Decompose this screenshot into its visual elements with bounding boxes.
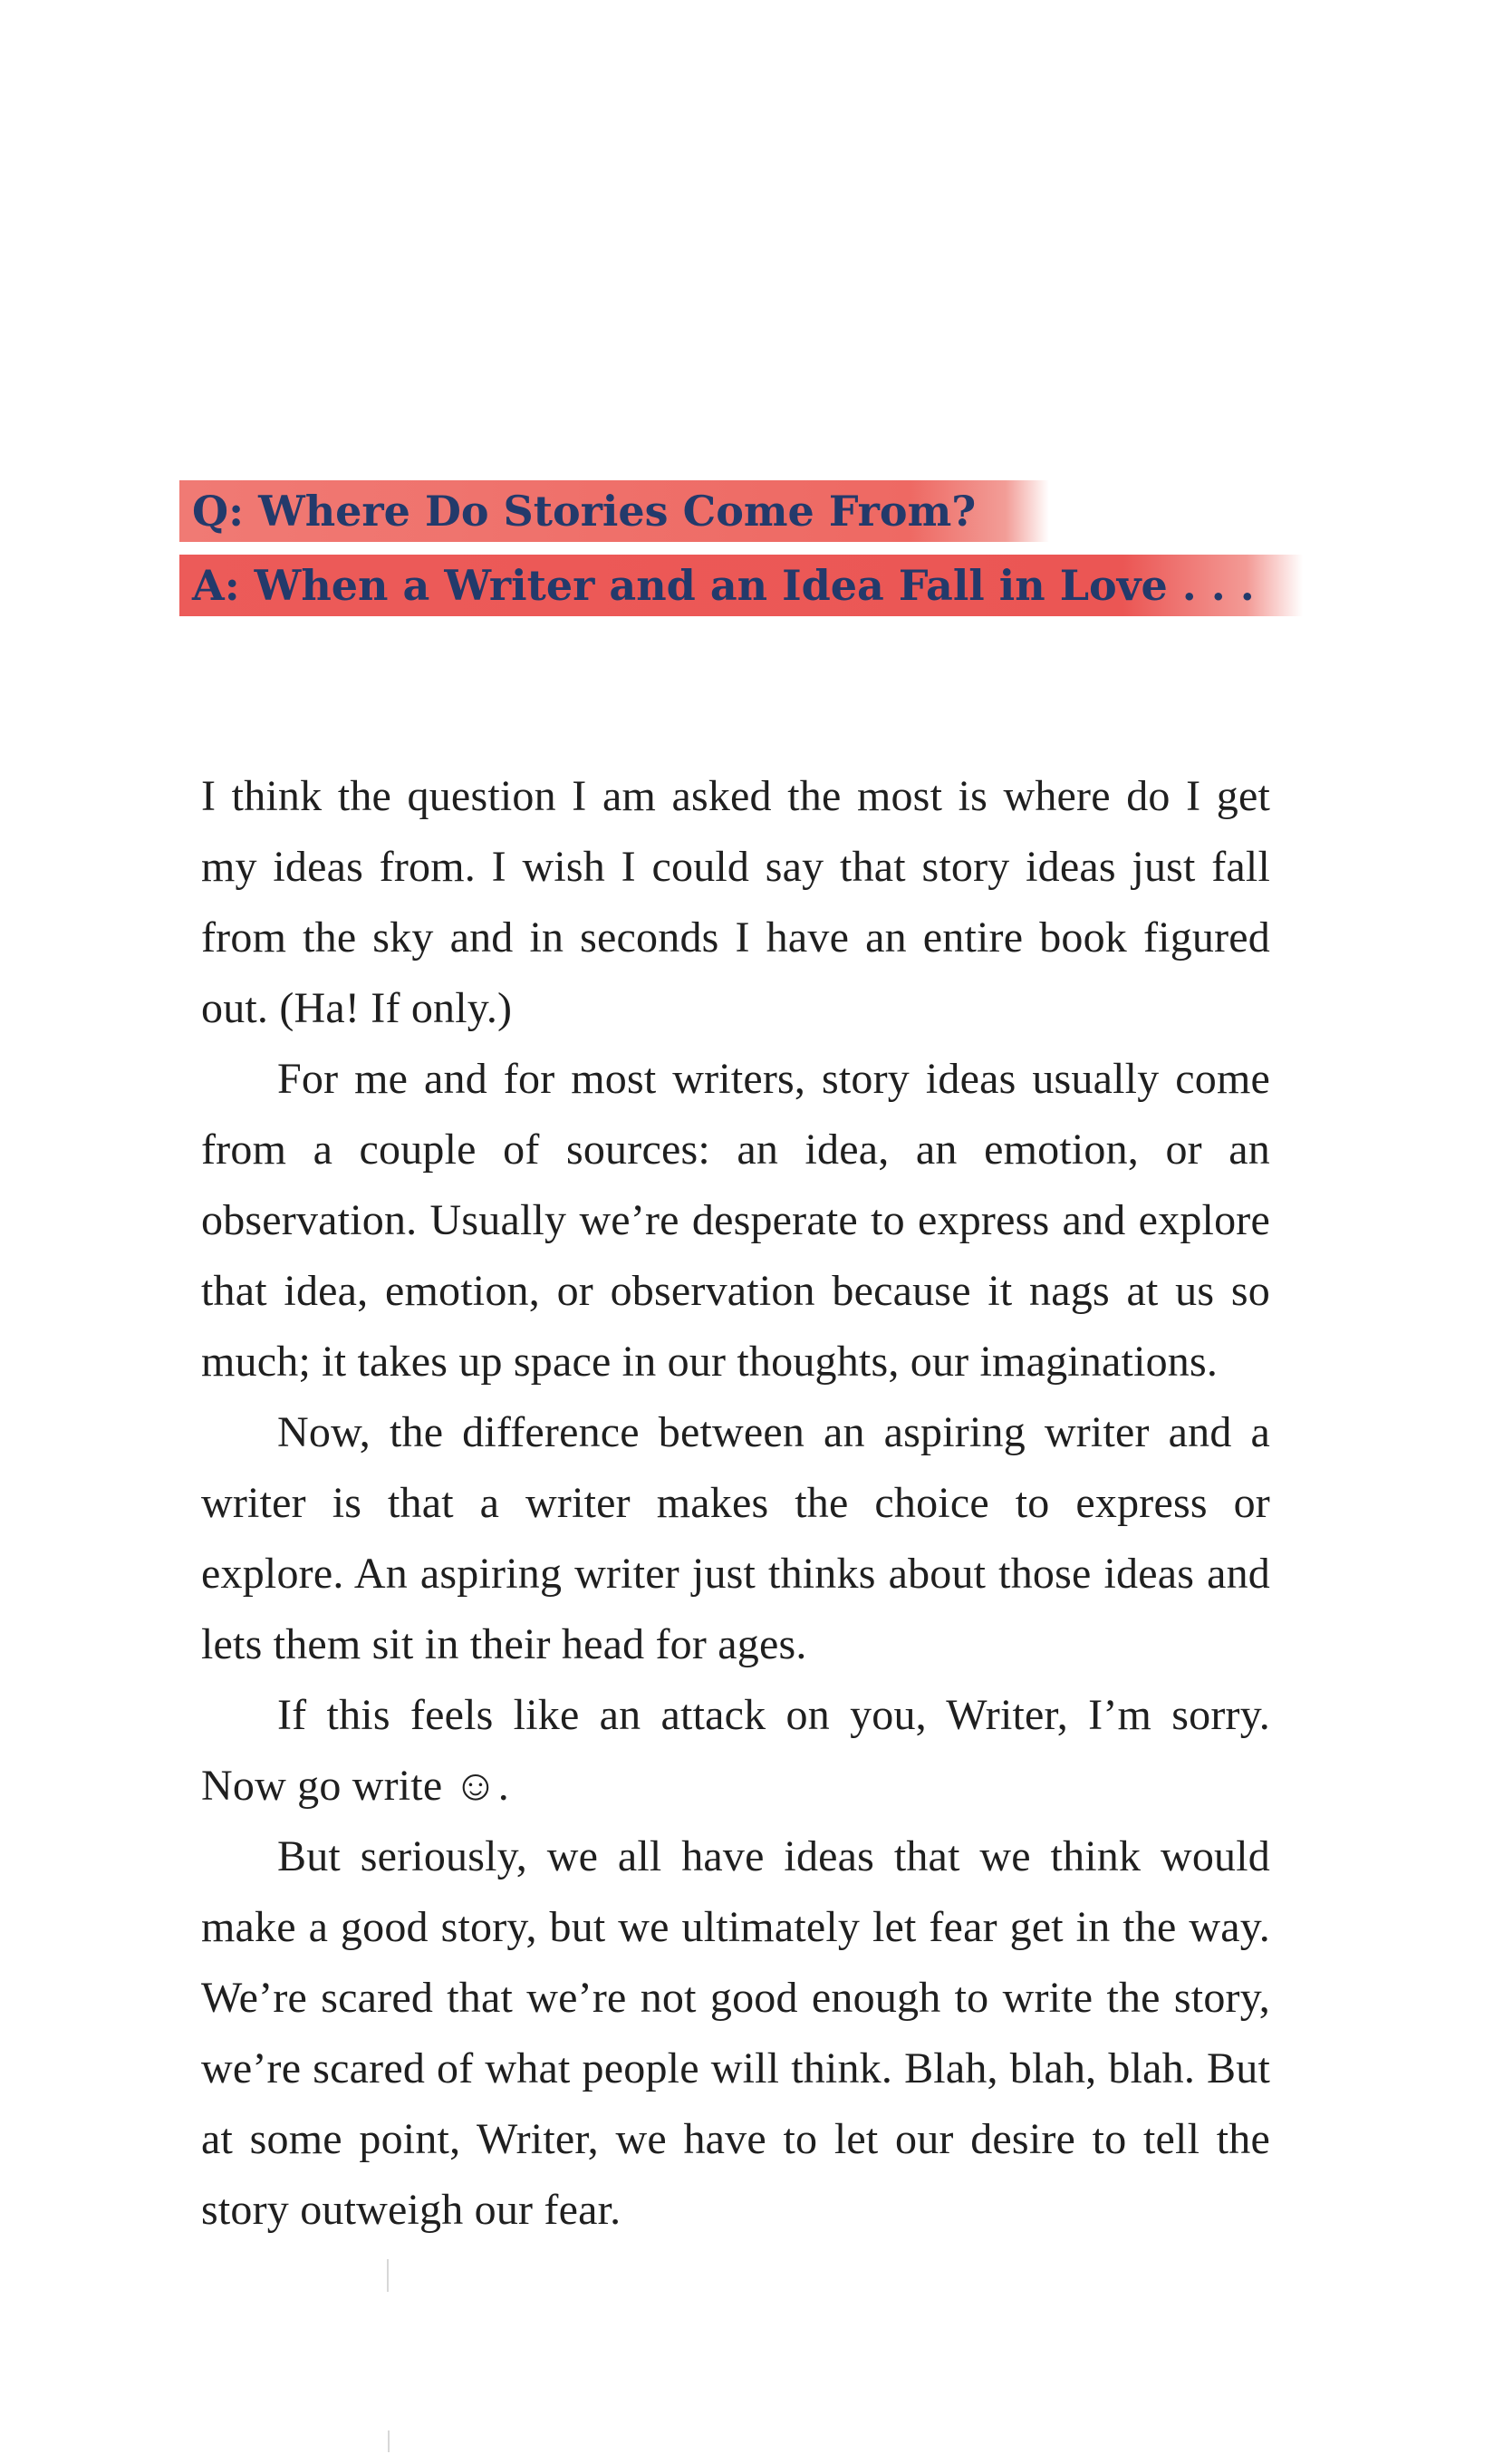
paragraph-1: I think the question I am asked the most is where do I get my ideas from. I wish I could say that story ideas just fall from the sky and in seconds I have an entire book figured out. (Ha! If only.) [201, 772, 1270, 1032]
highlighted-heading [179, 480, 1303, 634]
answer-heading: A: When a Writer and an Idea Fall in Love . . . [179, 555, 1303, 616]
paragraph-4: If this feels like an attack on you, Writer, I’m sorry. Now go write ☺. [201, 1691, 1270, 1810]
paragraph-5: But seriously, we all have ideas that we think would make a good story, but we ultimately let fear get in the way. We’re scared that we’re not good enough to write the story, we’re scared of what people will think. Blah, blah, blah. But at some point, Writer, we have to let our desire to tell the story outweigh our fear. [201, 1832, 1270, 2234]
paragraph-2: For me and for most writers, story ideas usually come from a couple of sources: an idea, an emotion, or an observation. Usually we’re desperate to express and explore that idea, emotion, or observation because it nags at us so much; it takes up space in our thoughts, our imaginations. [201, 1055, 1270, 1386]
scan-mark [388, 2430, 390, 2452]
question-heading: Q: Where Do Stories Come From? [179, 480, 1049, 542]
body-text [201, 761, 1270, 2246]
scan-mark [387, 2259, 389, 2292]
paragraph-3: Now, the difference between an aspiring writer and a writer is that a writer makes the choice to express or explore. An aspiring writer just thinks about those ideas and lets them sit in their head for ages. [201, 1408, 1270, 1668]
